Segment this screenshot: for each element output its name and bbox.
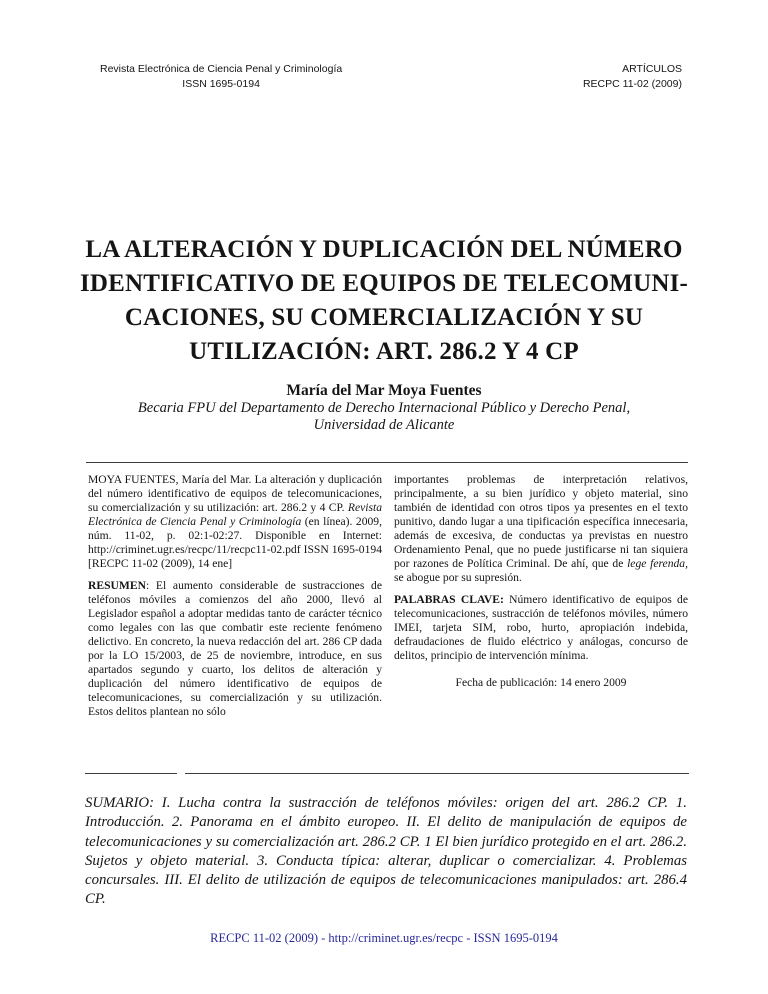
author-block (60, 381, 708, 434)
abstract-continuation-paragraph (394, 473, 688, 585)
abstract-bottom-rule (85, 773, 689, 774)
title-line: UTILIZACIÓN: ART. 286.2 Y 4 CP (189, 338, 579, 365)
issue-header-block (583, 62, 682, 92)
rule-segment (185, 773, 689, 774)
abstract-left-column (88, 473, 382, 727)
article-title (48, 233, 720, 369)
rule-segment (85, 773, 177, 774)
section-label: ARTÍCULOS (622, 63, 682, 75)
author-name: María del Mar Moya Fuentes (286, 382, 482, 399)
abstract-text: importantes problemas de interpretación relativos, principalmente, a su bien jurídico y objeto material, sino también de identidad con otros tipos ya presentes en el texto punitivo, dando lugar a una tipificación específica innecesaria, además de excesiva, de conductas ya previstas en nuestro Ordenamiento Penal, que no puede justificarse ni tan siquiera por razones de Política Criminal. De ahí, que de (394, 473, 688, 570)
citation-paragraph (88, 473, 382, 571)
abstract-top-rule (86, 462, 688, 463)
abstract-columns (88, 473, 688, 727)
abstract-right-column (394, 473, 688, 727)
citation-text: (en línea). 2009, núm. 11-02, p. 02:1-02:27. Disponible en Internet: (88, 515, 382, 542)
sumario-paragraph: SUMARIO: I. Lucha contra la sustracción de teléfonos móviles: origen del art. 286.2 CP. 1. Introducción. 2. Panorama en el ámbito europeo. II. El delito de manipulación de equipos de telecomunicaciones y su comercialización art. 286.2 CP. 1 El bien jurídico protegido en el art. 286.2. Sujetos y objeto material. 3. Conducta típica: alterar, duplicar o comercializar. 4. Problemas concursales. III. El delito de utilización de equipos de telecomunicaciones manipulados: art. 286.4 CP. (85, 795, 687, 908)
resumen-text: : El aumento considerable de sustracciones de teléfonos móviles a comienzos del año 2000, llevó al Legislador español a adoptar medidas tanto de carácter técnico como legales con las que combatir este reciente fenómeno delictivo. En concreto, la nueva redacción del art. 286 CP dada por la LO 15/2003, de 25 de noviembre, introduce, en sus apartados segundo y cuarto, los delitos de alteración y duplicación del número identificativo de equipos de telecomunicaciones, su comercialización y su utilización. Estos delitos plantean no sólo (88, 579, 382, 718)
author-affiliation-line1: Becaria FPU del Departamento de Derecho Internacional Público y Derecho Penal, (137, 400, 631, 416)
publication-date: Fecha de publicación: 14 enero 2009 (455, 676, 627, 689)
latin-phrase: lege ferenda, (627, 557, 688, 570)
citation-text: MOYA FUENTES, María del Mar. La alteración y duplicación del número identificativo de equipos de telecomunicaciones, su comercialización y su utilización: art. 286.2 y 4 CP. (88, 473, 382, 514)
citation-url-link[interactable]: http://criminet.ugr.es/recpc/11/recpc11-02.pdf (88, 543, 301, 556)
author-affiliation-line2: Universidad de Alicante (313, 417, 455, 433)
citation-journal-title: Revista Electrónica de Ciencia Penal y Criminología (88, 501, 382, 528)
footer-line (0, 931, 768, 946)
journal-issn: ISSN 1695-0194 (182, 78, 260, 90)
footer-citation-link[interactable]: RECPC 11-02 (2009) - http://criminet.ugr.es/recpc - ISSN 1695-0194 (210, 931, 558, 945)
page-header (100, 62, 682, 92)
issue-label: RECPC 11-02 (2009) (582, 78, 682, 90)
title-line: IDENTIFICATIVO DE EQUIPOS DE TELECOMUNI- (79, 270, 689, 297)
journal-name: Revista Electrónica de Ciencia Penal y Criminología (100, 63, 343, 75)
title-line: CACIONES, SU COMERCIALIZACIÓN Y SU (124, 304, 644, 331)
resumen-label: RESUMEN (88, 579, 146, 592)
keywords-text: Número identificativo de equipos de telecomunicaciones, sustracción de teléfonos móviles, número IMEI, tarjeta SIM, robo, hurto, apropiación indebida, defraudaciones de fluido eléctrico y análogas, concurso de delitos, principio de intervención mínima. (394, 593, 688, 662)
journal-header-block (100, 62, 342, 92)
citation-text: ISSN 1695-0194 [RECPC 11-02 (2009), 14 ene] (88, 543, 382, 570)
title-line: LA ALTERACIÓN Y DUPLICACIÓN DEL NÚMERO (85, 236, 683, 263)
abstract-text: se abogue por su supresión. (394, 571, 522, 584)
resumen-paragraph (88, 579, 382, 719)
keywords-paragraph (394, 593, 688, 663)
keywords-label: PALABRAS CLAVE: (394, 593, 504, 606)
